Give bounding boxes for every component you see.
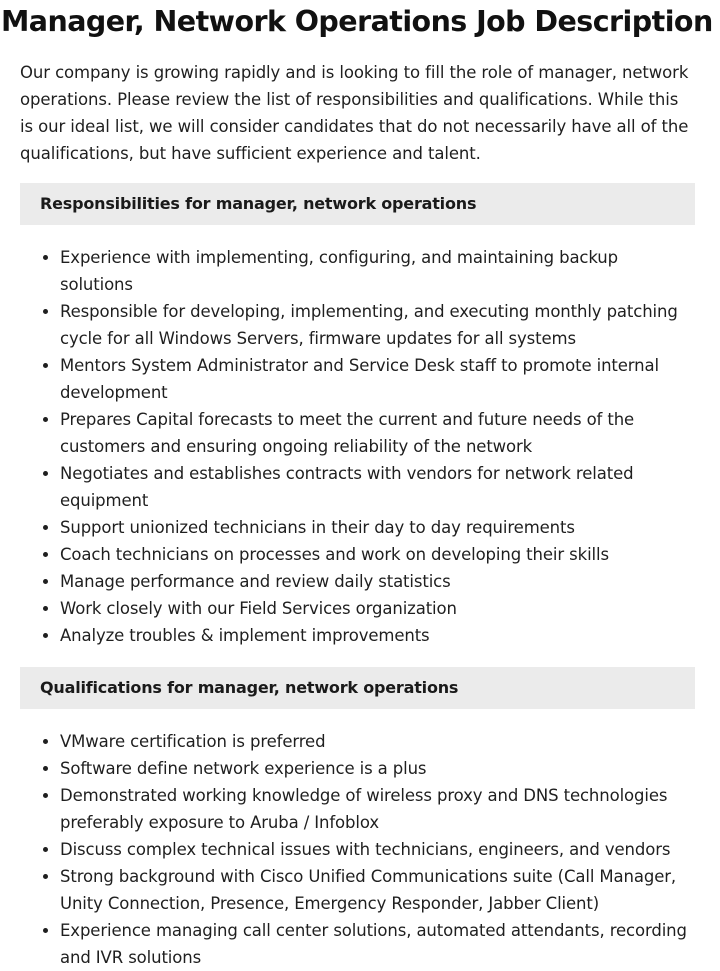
list-item: • Negotiates and establishes contracts with vendors for network related equipment xyxy=(60,460,695,514)
list-item: • Work closely with our Field Services organization xyxy=(60,595,695,622)
list-item: • Software define network experience is a plus xyxy=(60,755,695,782)
qualifications-list xyxy=(20,728,695,971)
job-description-content xyxy=(20,59,695,971)
list-item: • Responsible for developing, implementing, and executing monthly patching cycle for all Windows Servers, firmware updates for all systems xyxy=(60,298,695,352)
intro-paragraph: Our company is growing rapidly and is looking to fill the role of manager, network operations. Please review the list of responsibilities and qualifications. While this is our ideal list, we will consider candidates that do not necessarily have all of the qualifications, but have sufficient experience and talent. xyxy=(20,63,689,163)
list-item: • Analyze troubles & implement improvements xyxy=(60,622,695,649)
list-item: • Coach technicians on processes and work on developing their skills xyxy=(60,541,695,568)
list-item: • Demonstrated working knowledge of wireless proxy and DNS technologies preferably exposure to Aruba / Infoblox xyxy=(60,782,695,836)
qualifications-heading: Qualifications for manager, network operations xyxy=(20,667,695,709)
list-item: • VMware certification is preferred xyxy=(60,728,695,755)
page-title: Manager, Network Operations Job Description xyxy=(1,5,713,38)
responsibilities-heading: Responsibilities for manager, network operations xyxy=(20,183,695,225)
list-item: • Experience with implementing, configuring, and maintaining backup solutions xyxy=(60,244,695,298)
list-item: • Experience managing call center solutions, automated attendants, recording and IVR solutions xyxy=(60,917,695,971)
list-item: • Mentors System Administrator and Service Desk staff to promote internal development xyxy=(60,352,695,406)
list-item: • Strong background with Cisco Unified Communications suite (Call Manager, Unity Connection, Presence, Emergency Responder, Jabber Client) xyxy=(60,863,695,917)
list-item: • Discuss complex technical issues with technicians, engineers, and vendors xyxy=(60,836,695,863)
responsibilities-list xyxy=(20,244,695,649)
list-item: • Prepares Capital forecasts to meet the current and future needs of the customers and ensuring ongoing reliability of the network xyxy=(60,406,695,460)
list-item: • Manage performance and review daily statistics xyxy=(60,568,695,595)
list-item: • Support unionized technicians in their day to day requirements xyxy=(60,514,695,541)
